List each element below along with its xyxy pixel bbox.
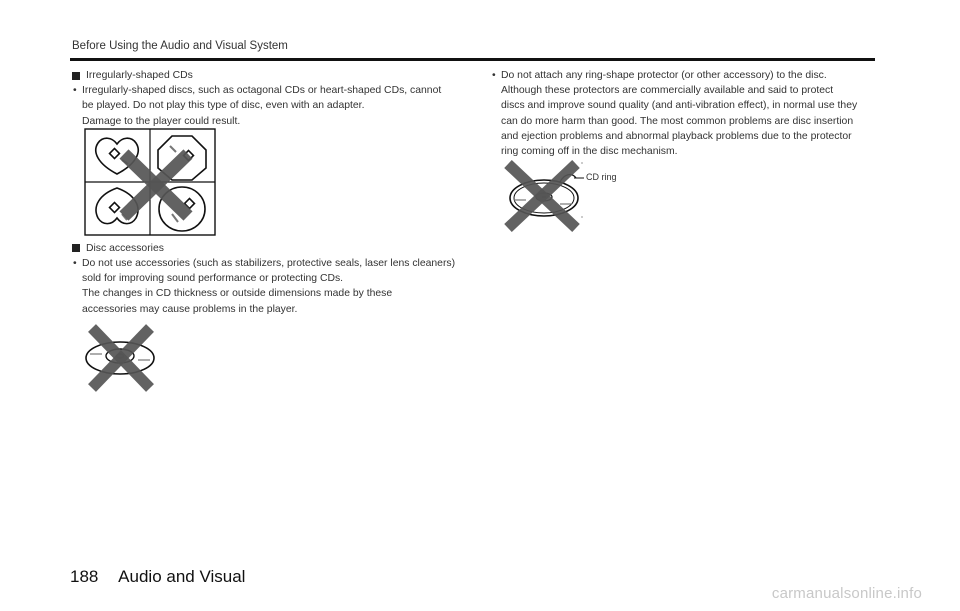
bullet-dot-icon: • [492, 70, 496, 81]
section-heading-irregular-cds: Irregularly-shaped CDs [72, 68, 462, 83]
bullet-disc-accessories: • Do not use accessories (such as stabilizers, protective seals, laser lens cleaners) sold for improving sound performance or protecting CDs. The changes in CD thickness or outside dimensions made by these accessories may cause problems in the player. [73, 258, 456, 315]
bullet-irregular-cds: • Irregularly-shaped discs, such as octagonal CDs or heart-shaped CDs, cannot be played. Do not play this type of disc, even with an adapter. Damage to the player could result. [73, 85, 442, 127]
section-title: Audio and Visual [118, 567, 246, 586]
cd-ring-illustration [500, 156, 596, 232]
cd-ring-label: CD ring [586, 172, 617, 182]
irregular-discs-illustration [84, 128, 216, 236]
bullet-ring-protector: • Do not attach any ring-shape protector (or other accessory) to the disc. Although these protectors are commercially available and said to protect discs and improve sound quality (and anti-vibration effect), in normal use they can do more harm than good. The most common problems are disc insertion and ejection problems and abnormal playback problems due to the protector ring coming off in the disc mechanism. [492, 70, 858, 158]
square-bullet-icon [72, 72, 80, 80]
section-heading-disc-accessories: Disc accessories [72, 241, 462, 256]
watermark-text: carmanualsonline.info [771, 585, 922, 602]
bullet-dot-icon: • [73, 258, 77, 270]
square-bullet-icon [72, 244, 80, 252]
page-header-label: Before Using the Audio and Visual System [72, 40, 288, 52]
right-column [491, 68, 877, 159]
header-rule [70, 58, 875, 61]
disc-accessory-illustration [80, 322, 160, 394]
bullet-dot-icon: • [73, 85, 77, 97]
page-number: 188 [70, 567, 99, 586]
page-footer [70, 567, 245, 587]
